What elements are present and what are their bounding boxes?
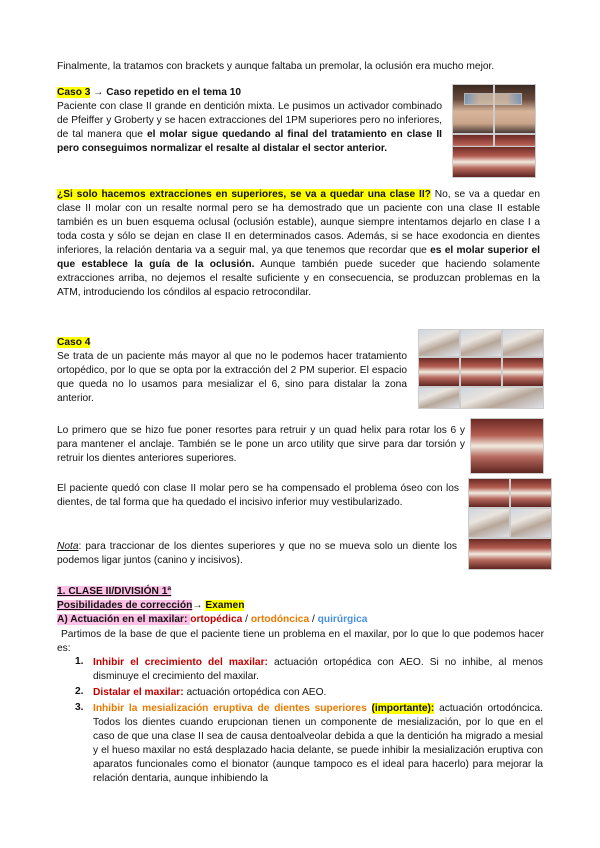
answer-part1: No, se va a quedar en clase II molar con un resalte normal pero se ha demostrado que un paciente con una clase II estable también es un buen esquema oclusal (oclusión estable), aunque siempre intentamos dejarlo en clase I a toda costa y sólo se dejan en clase II en determinados casos. Además, si se hace exodoncia en dientes inferiores, la relación dentaria va a seguir mal, ya que tenemos que recordar que [57, 189, 541, 256]
section-heading: 1. CLASE II/DIVISIÓN 1ª [57, 586, 172, 597]
item2-number: 2. [75, 686, 84, 697]
caso3-photo-face-2 [494, 84, 536, 134]
answer-bold: es el molar superior el que establece la guía de la oclusión. [57, 245, 540, 270]
sep1: / [242, 614, 251, 625]
nota-text: : para traccionar de los dientes superiores y que no se mueva solo un diente los podemos ligar juntos (canino y incisivos). [57, 541, 457, 566]
caso4-photo-3 [502, 329, 544, 357]
caso4-photo-final-3 [468, 508, 510, 538]
item1-number: 1. [75, 656, 84, 667]
caso4-photo-braces [470, 418, 544, 474]
caso3-title: Caso 3 [57, 87, 91, 98]
sep2: / [309, 614, 318, 625]
item1-label: Inhibir el crecimiento del maxilar: [93, 657, 268, 668]
item3-number: 3. [75, 702, 84, 713]
quirurgica-label: quirúrgica [317, 614, 368, 625]
caso3-body-bold: el molar sigue quedando al final del tratamiento en clase II pero conseguimos normalizar el resalte al distalar el sector anterior. [57, 129, 442, 154]
caso4-p1: Se trata de un paciente más mayor al que no le podemos hacer tratamiento ortopédico, por lo que se opta por la extracción del 2 PM superior. El espacio que queda no lo usamos para mesializar el 6, sino para distalar la zona anterior. [57, 351, 407, 404]
answer-part2: Aunque también puede suceder que haciendo solamente extracciones arriba, no dejemos el resalte suficiente y en consecuencia, se produzcan problemas en la ATM, introduciendo los cóndilos al espacio retrocondilar. [57, 259, 540, 298]
arrow-text: → [192, 600, 206, 611]
caso4-p3: El paciente quedó con clase II molar pero se ha compensado el problema óseo con los dientes, de tal forma que ha quedado el incisivo inferior muy vestibularizado. [57, 483, 459, 508]
ortodoncica-label: ortodóncica [250, 614, 310, 625]
caso4-photo-1 [418, 329, 460, 357]
caso4-photo-5 [460, 357, 502, 387]
caso4-photo-final-1 [468, 478, 510, 508]
caso4-photo-final-4 [510, 508, 552, 538]
nota-label: Nota [57, 541, 79, 552]
list-item-2 [93, 686, 543, 700]
ortopedica-label: ortopédica [190, 614, 243, 625]
caso4-p2: Lo primero que se hizo fue poner resortes para retruir y un quad helix para rotar los 6 y para mantener el anclaje. También se le pone un arco utility que sirve para dar torsión y retruir los dientes anteriores superiores. [57, 425, 465, 464]
caso4-photo-4 [418, 357, 460, 387]
caso4-block [57, 336, 407, 406]
item2-label: Distalar el maxilar: [93, 687, 184, 698]
sub-a-label: A) Actuación en el maxilar: [57, 614, 191, 625]
item3-text: actuación ortodóncica. Todos los dientes cuando erupcionan tienen un componente de mesialización, por lo que en el caso de que una clase II sea de causa dentoalveolar debida a que la dentición ha migrado a mesial y el hueso maxilar no está desplazado hacia delante, se puede inhibir la mesialización eruptiva con aparatos funcionales como el bionator (aunque tampoco es el ideal para hacerlo) para mejorar la relación dentaria, aunque inhibiendo la [93, 703, 543, 784]
caso3-body: Paciente con clase II grande en dentición mixta. Le pusimos un activador combinado de Pfeiffer y Groberty y se hacen extracciones del 1PM superiores pero no inferiores, de tal manera que [57, 101, 442, 140]
list-item-1 [93, 656, 543, 684]
item2-text: actuación ortopédica con AEO. [183, 687, 327, 698]
caso3-photo-eye-mask [464, 93, 522, 105]
item3-label: Inhibir la mesialización eruptiva de dientes superiores [93, 703, 367, 714]
caso4-photo-6 [502, 357, 544, 387]
caso4-photo-8 [460, 387, 544, 409]
caso4-photo-7 [418, 387, 460, 409]
item1-text: actuación ortopédica con AEO. Si no inhibe, al menos disminuye el crecimiento del maxilar. [93, 657, 543, 682]
posibilidades-label: Posibilidades de corrección [57, 600, 193, 611]
question-text: ¿Si solo hacemos extracciones en superiores, se va a quedar una clase II? [57, 189, 431, 200]
caso3-subtitle: → Caso repetido en el tema 10 [90, 87, 242, 98]
question-block [57, 188, 540, 300]
caso3-photo-face-1 [452, 84, 494, 134]
intro-text: Finalmente, la tratamos con brackets y aunque faltaba un premolar, la oclusión era mucho mejor. [57, 61, 495, 72]
examen-label: Examen [205, 600, 245, 611]
section-heading-block [57, 585, 547, 627]
caso4-photo-final-5 [468, 538, 552, 570]
list-item-3 [93, 702, 543, 786]
caso4-photo-final-2 [510, 478, 552, 508]
caso3-block [57, 86, 442, 156]
section-intro: Partimos de la base de que el paciente tiene un problema en el maxilar, por lo que lo que podemos hacer es: [57, 629, 544, 654]
caso4-title: Caso 4 [57, 337, 91, 348]
item3-importante: (importante): [371, 703, 435, 714]
caso3-photo-teeth-3 [452, 146, 536, 178]
caso4-nota [57, 540, 457, 568]
caso4-photo-2 [460, 329, 502, 357]
